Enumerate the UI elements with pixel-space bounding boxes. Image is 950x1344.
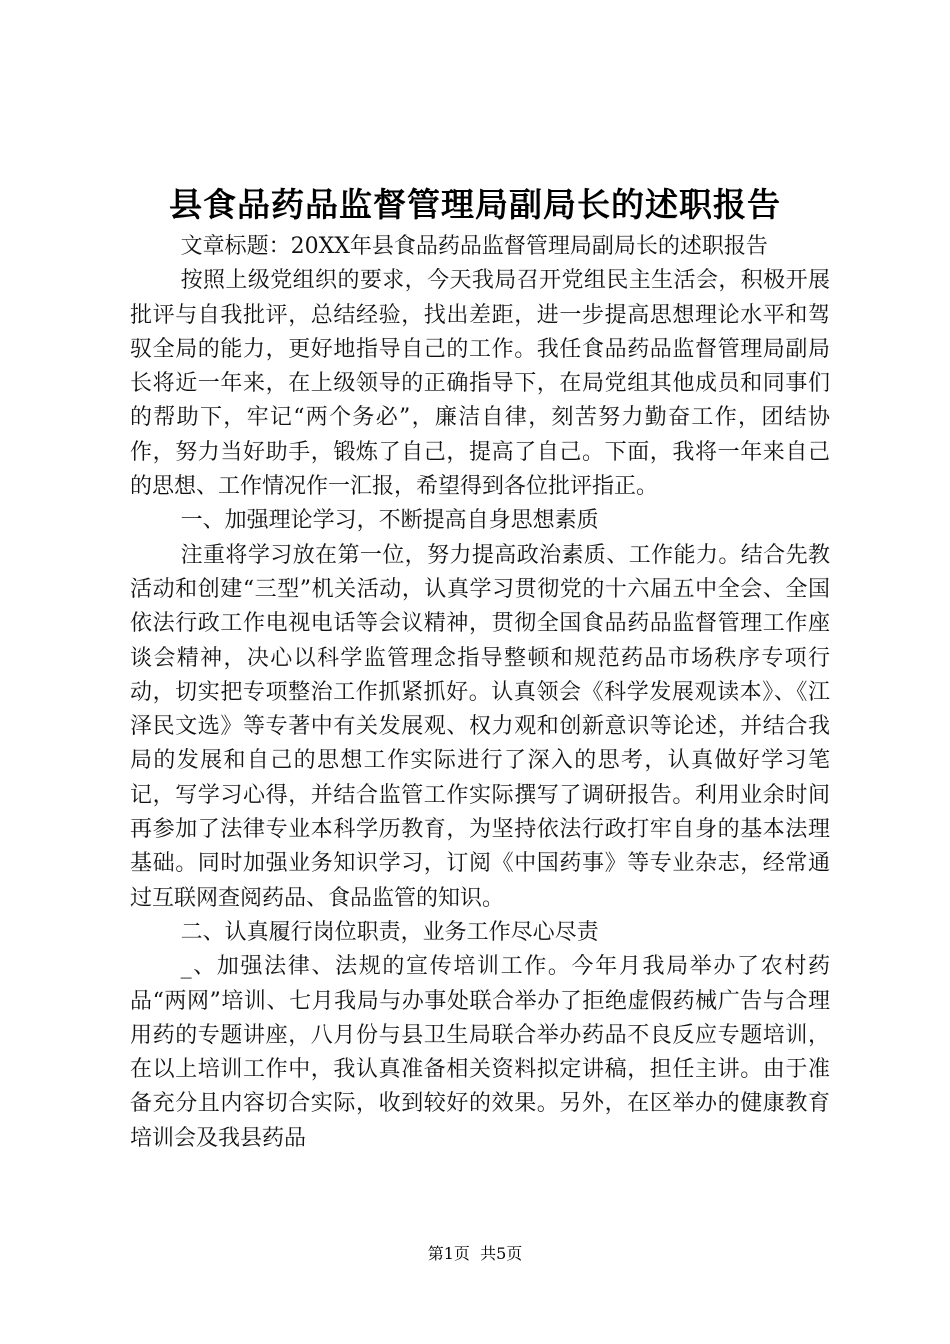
section-heading-2: 二、认真履行岗位职责，业务工作尽心尽责 xyxy=(180,919,599,945)
page-footer xyxy=(0,1243,950,1265)
page-total: 共5页 xyxy=(480,1244,523,1263)
page-number: 第1页 xyxy=(427,1244,470,1263)
intro-paragraph: 按照上级党组织的要求，今天我局召开党组民主生活会，积极开展批评与自我批评，总结经验，找出差距，进一步提高思想理论水平和驾驭全局的能力，更好地指导自己的工作。我任食品药品监督管理局副局长将近一年来，在上级领导的正确指导下，在局党组其他成员和同事们的帮助下，牢记“两个务必”，廉洁自律，刻苦努力勤奋工作，团结协作，努力当好助手，锻炼了自己，提高了自己。下面，我将一年来自己的思想、工作情况作一汇报，希望得到各位批评指正。 xyxy=(130,268,830,500)
document-title: 县食品药品监督管理局副局长的述职报告 xyxy=(169,185,781,224)
section-heading-1: 一、加强理论学习，不断提高自身思想素质 xyxy=(180,508,599,534)
article-title-line: 文章标题：20XX年县食品药品监督管理局副局长的述职报告 xyxy=(180,234,768,259)
training-paragraph: _、加强法律、法规的宣传培训工作。今年月我局举办了农村药品“两网”培训、七月我局与办事处联合举办了拒绝虚假药械广告与合理用药的专题讲座，八月份与县卫生局联合举办药品不良反应专题培训，在以上培训工作中，我认真准备相关资料拟定讲稿，担任主讲。由于准备充分且内容切合实际，收到较好的效果。另外，在区举办的健康教育培训会及我县药品 xyxy=(130,954,830,1151)
study-paragraph: 注重将学习放在第一位，努力提高政治素质、工作能力。结合先教活动和创建“三型”机关活动，认真学习贯彻党的十六届五中全会、全国依法行政工作电视电话等会议精神，贯彻全国食品药品监督管理工作座谈会精神，决心以科学监管理念指导整顿和规范药品市场秩序专项行动，切实把专项整治工作抓紧抓好。认真领会《科学发展观读本》、《江泽民文选》等专著中有关发展观、权力观和创新意识等论述，并结合我局的发展和自己的思想工作实际进行了深入的思考，认真做好学习笔记，写学习心得，并结合监管工作实际撰写了调研报告。利用业余时间再参加了法律专业本科学历教育，为坚持依法行政打牢自身的基本法理基础。同时加强业务知识学习，订阅《中国药事》等专业杂志，经常通过互联网查阅药品、食品监管的知识。 xyxy=(130,542,830,911)
document-body xyxy=(130,230,830,1156)
